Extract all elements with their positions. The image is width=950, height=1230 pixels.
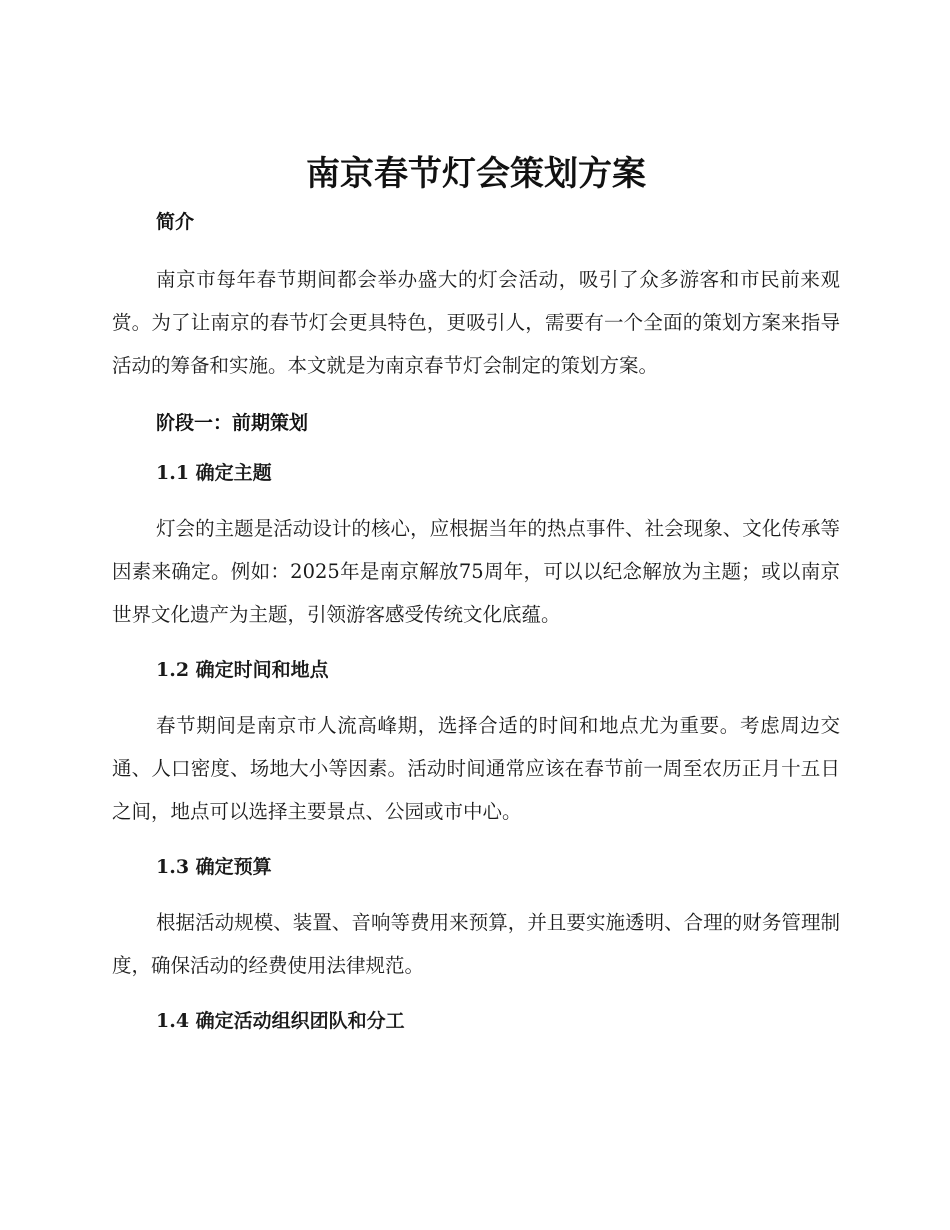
stage-1-heading: 阶段一：前期策划	[156, 412, 309, 434]
section-1-1-paragraph: 灯会的主题是活动设计的核心，应根据当年的热点事件、社会现象、文化传承等因素来确定。例如：2025年是南京解放75周年，可以以纪念解放为主题；或以南京世界文化遗产为主题，引领游客感受传统文化底蕴。	[112, 517, 840, 626]
section-1-4-heading: 1.4 确定活动组织团队和分工	[156, 1010, 405, 1032]
section-1-3-paragraph: 根据活动规模、装置、音响等费用来预算，并且要实施透明、合理的财务管理制度，确保活动的经费使用法律规范。	[112, 911, 840, 977]
section-1-2-heading: 1.2 确定时间和地点	[156, 659, 329, 681]
intro-paragraph: 南京市每年春节期间都会举办盛大的灯会活动，吸引了众多游客和市民前来观赏。为了让南京的春节灯会更具特色，更吸引人，需要有一个全面的策划方案来指导活动的筹备和实施。本文就是为南京春节灯会制定的策划方案。	[112, 268, 840, 377]
section-1-3-heading: 1.3 确定预算	[156, 856, 272, 878]
document-title: 南京春节灯会策划方案	[306, 154, 646, 194]
document-page	[112, 150, 840, 1035]
intro-heading: 简介	[156, 211, 195, 233]
section-1-2-paragraph: 春节期间是南京市人流高峰期，选择合适的时间和地点尤为重要。考虑周边交通、人口密度、场地大小等因素。活动时间通常应该在春节前一周至农历正月十五日之间，地点可以选择主要景点、公园或市中心。	[112, 714, 840, 823]
section-1-1-heading: 1.1 确定主题	[156, 462, 272, 484]
